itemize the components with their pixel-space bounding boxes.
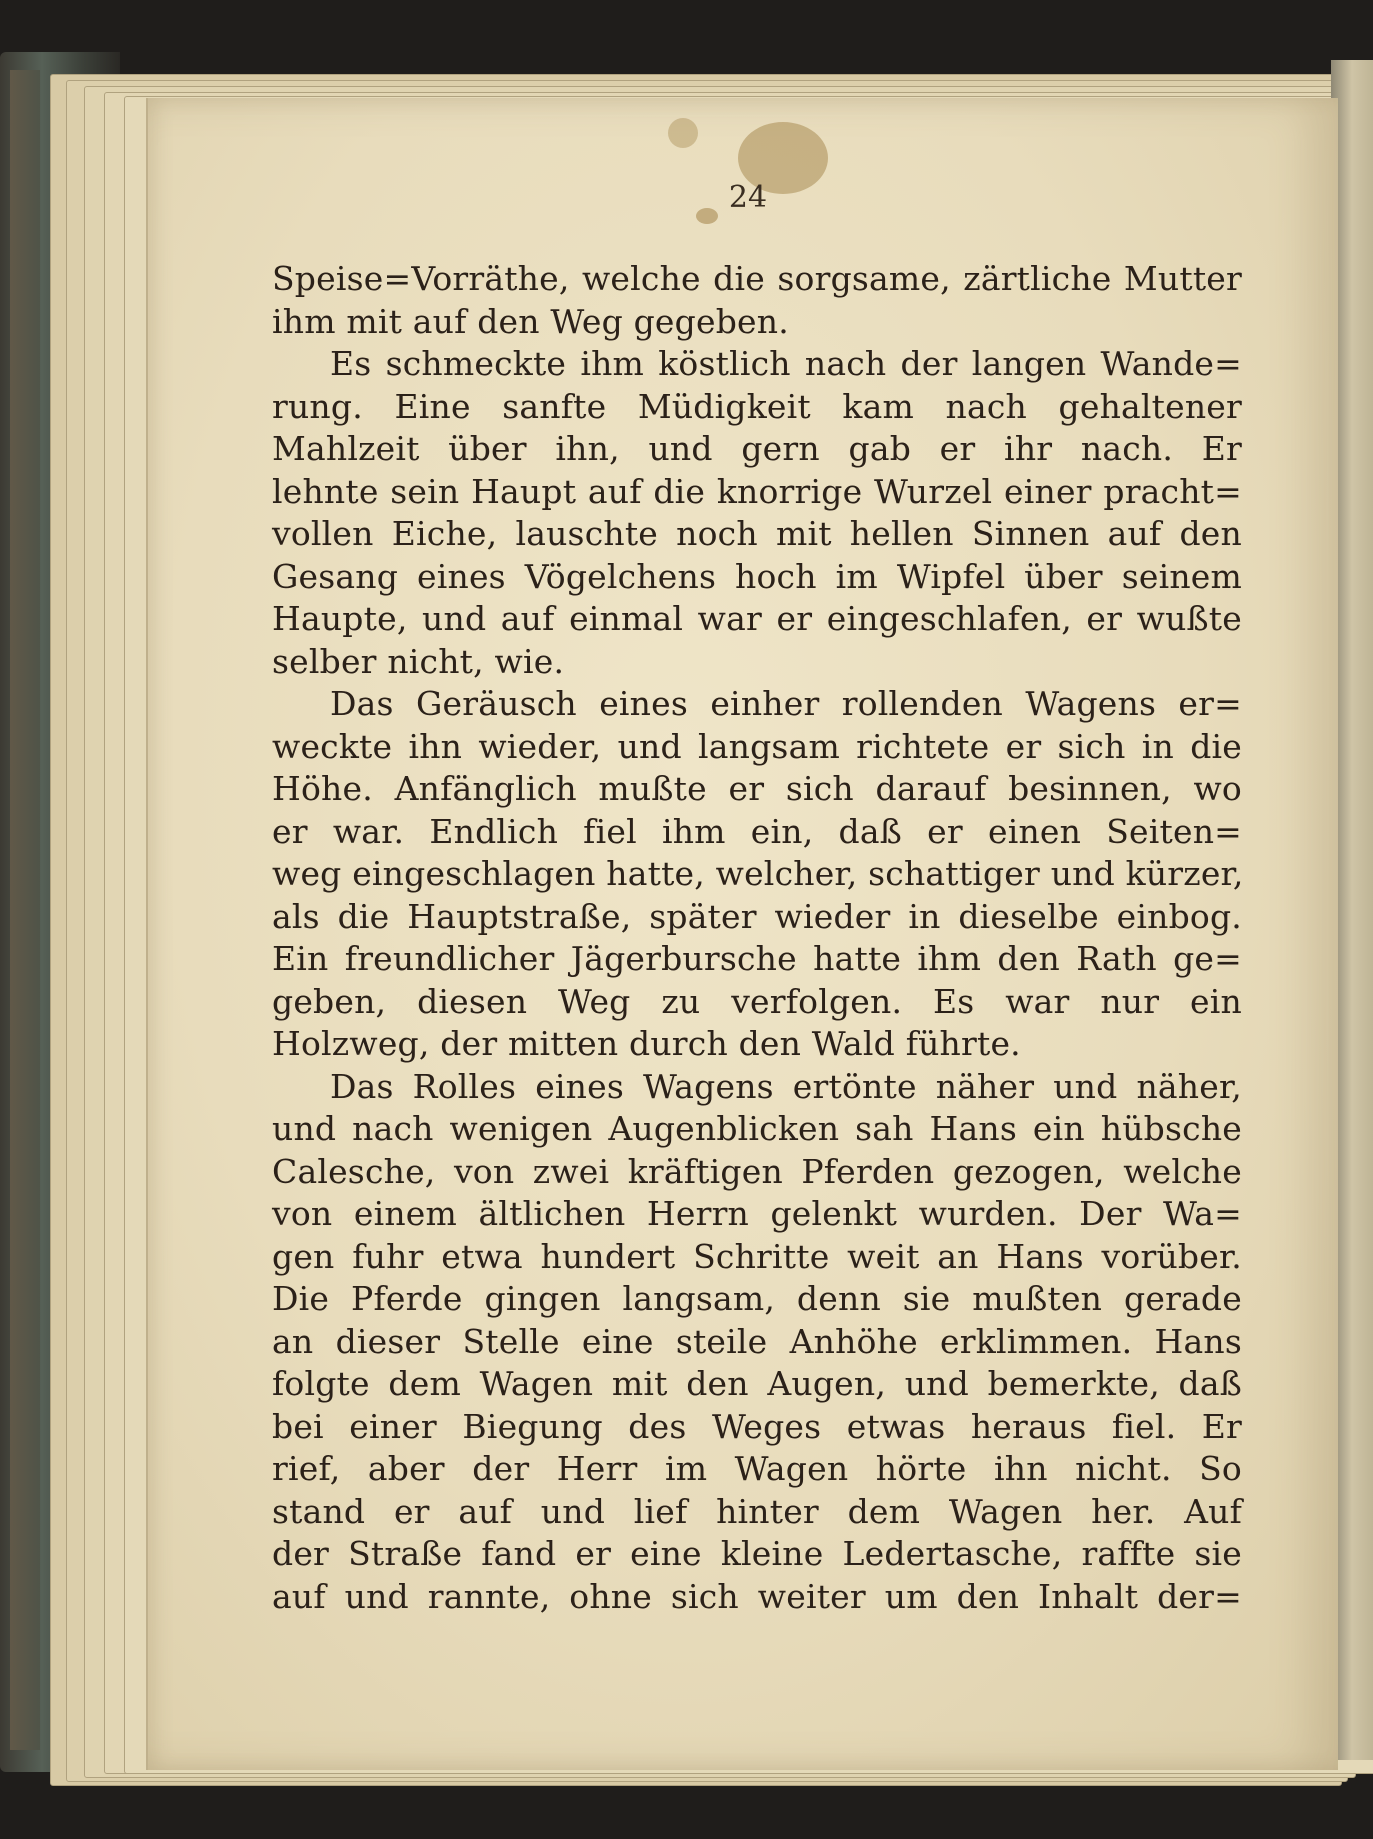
text-line: er war. Endlich fiel ihm ein, daß er einen Seiten= <box>272 811 1242 851</box>
text-line: Speise=Vorräthe, welche die sorgsame, zärtliche Mutter <box>272 259 1242 298</box>
text-line: Mahlzeit über ihn, und gern gab er ihr nach. Er <box>272 429 1242 468</box>
text-line: weg eingeschlagen hatte, welcher, schattiger und kürzer, <box>272 854 1244 893</box>
book-page <box>146 98 1338 1770</box>
text-line: Höhe. Anfänglich mußte er sich darauf besinnen, wo <box>272 769 1242 808</box>
page-text <box>272 258 1242 1618</box>
text-line: gen fuhr etwa hundert Schritte weit an Hans vorüber. <box>272 1236 1242 1276</box>
page-number: 24 <box>728 180 768 215</box>
text-line: bei einer Biegung des Weges etwas heraus fiel. Er <box>272 1406 1242 1446</box>
text-line: Es schmeckte ihm köstlich nach der langen Wande= <box>330 344 1242 383</box>
text-line: Holzweg, der mitten durch den Wald führte. <box>272 1024 1021 1063</box>
cover-edge <box>10 70 40 1750</box>
text-line: der Straße fand er eine kleine Ledertasche, raffte sie <box>272 1534 1242 1573</box>
text-line: von einem ältlichen Herrn gelenkt wurden. Der Wa= <box>272 1194 1242 1233</box>
text-line: rung. Eine sanfte Müdigkeit kam nach gehaltener <box>272 386 1242 426</box>
text-line: lehnte sein Haupt auf die knorrige Wurzel einer pracht= <box>272 471 1242 511</box>
text-line: folgte dem Wagen mit den Augen, und bemerkte, daß <box>272 1364 1242 1403</box>
text-line: weckte ihn wieder, und langsam richtete er sich in die <box>272 726 1242 766</box>
text-line: Ein freundlicher Jägerbursche hatte ihm den Rath ge= <box>272 939 1242 978</box>
text-line: Die Pferde gingen langsam, denn sie mußten gerade <box>272 1279 1242 1318</box>
text-line: Haupte, und auf einmal war er eingeschlafen, er wußte <box>272 599 1242 638</box>
text-line: Calesche, von zwei kräftigen Pferden gezogen, welche <box>272 1151 1242 1191</box>
text-line: auf und rannte, ohne sich weiter um den Inhalt der= <box>272 1576 1242 1616</box>
text-line: an dieser Stelle eine steile Anhöhe erklimmen. Hans <box>272 1321 1242 1361</box>
text-line: und nach wenigen Augenblicken sah Hans ein hübsche <box>272 1109 1242 1148</box>
text-line: als die Hauptstraße, später wieder in dieselbe einbog. <box>272 896 1242 936</box>
text-line: rief, aber der Herr im Wagen hörte ihn nicht. So <box>272 1449 1242 1488</box>
text-line: geben, diesen Weg zu verfolgen. Es war nur ein <box>272 981 1242 1021</box>
text-line: vollen Eiche, lauschte noch mit hellen Sinnen auf den <box>272 514 1242 553</box>
text-line: Das Geräusch eines einher rollenden Wagens er= <box>330 684 1242 723</box>
text-line: Das Rolles eines Wagens ertönte näher und näher, <box>330 1066 1242 1106</box>
text-line: stand er auf und lief hinter dem Wagen her. Auf <box>272 1491 1242 1531</box>
ink-stain <box>668 118 698 148</box>
text-line: ihm mit auf den Weg gegeben. <box>272 301 789 341</box>
text-line: selber nicht, wie. <box>272 641 565 681</box>
text-line: Gesang eines Vögelchens hoch im Wipfel über seinem <box>272 556 1242 596</box>
